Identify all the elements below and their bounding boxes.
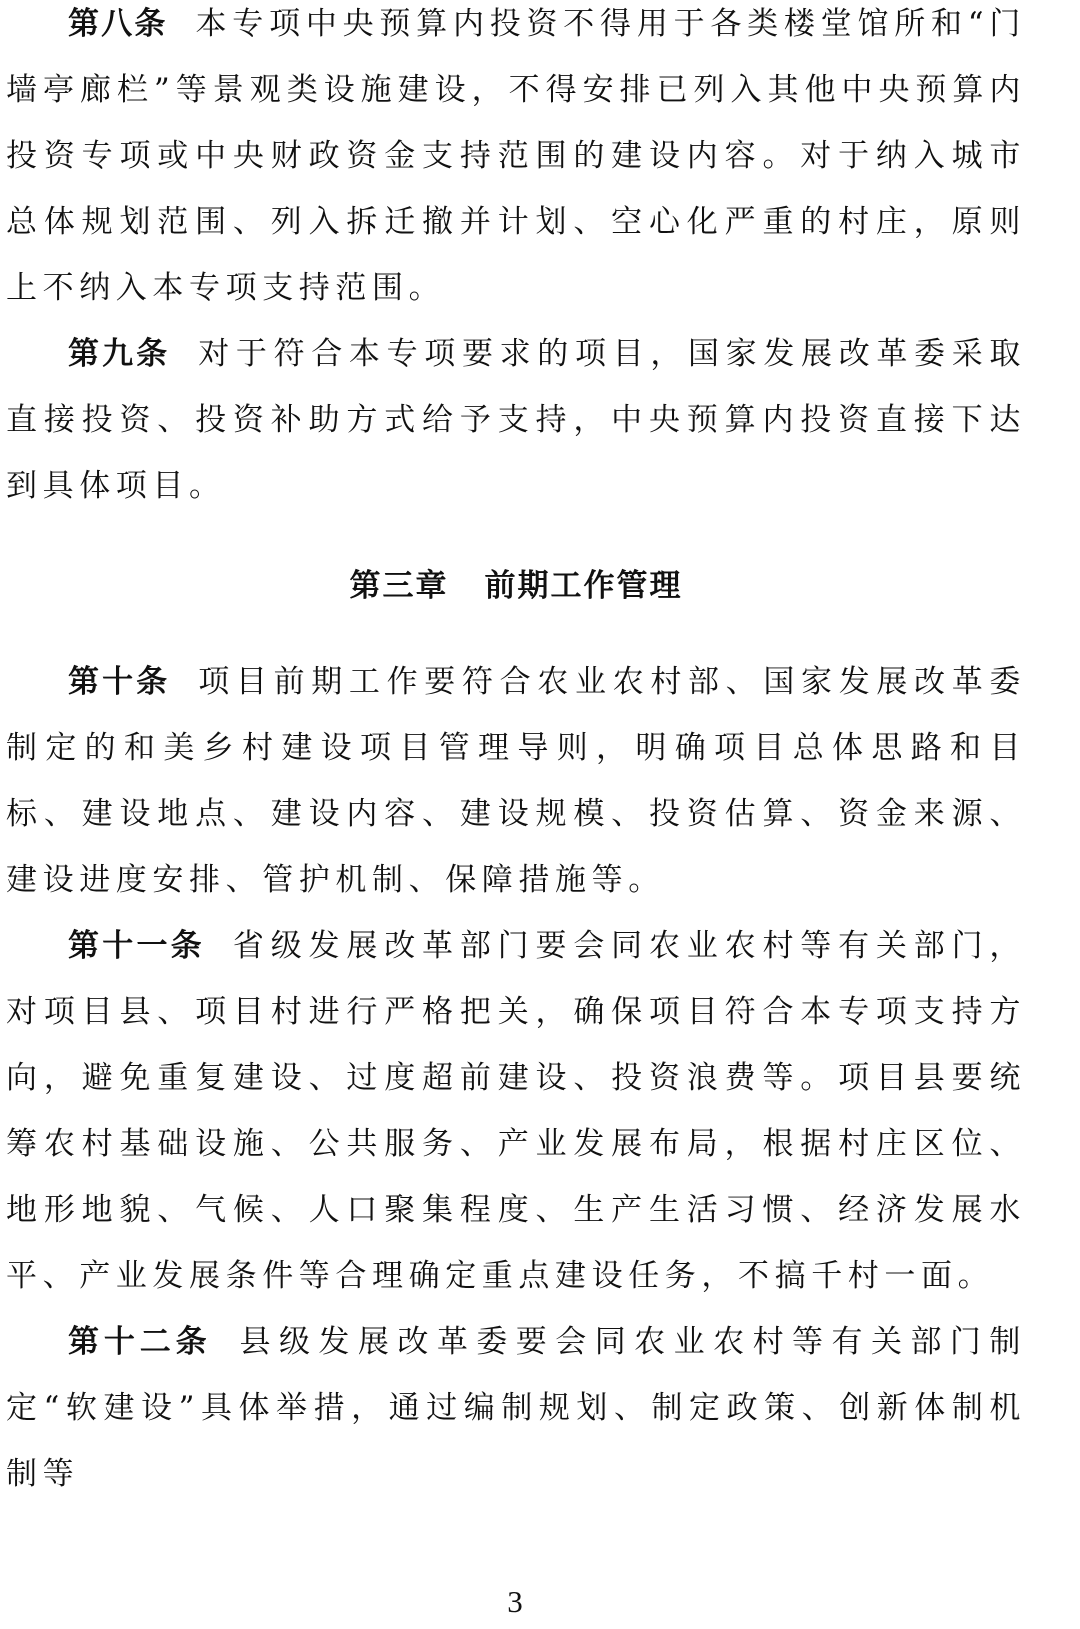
- article-11-label: 第十一条: [68, 928, 205, 964]
- article-10-label: 第十条: [68, 664, 171, 700]
- article-12-text: 县级发展改革委要会同农业农村等有关部门制定“软建设”具体举措，通过编制规划、制定政策、创新体制机制等: [6, 1324, 1027, 1492]
- article-12: [6, 1309, 1026, 1507]
- article-11: [6, 913, 1026, 1309]
- chapter-number: 第三章: [349, 568, 449, 604]
- article-10: [6, 649, 1026, 913]
- article-8-text: 本专项中央预算内投资不得用于各类楼堂馆所和“门墙亭廊栏”等景观类设施建设，不得安排已列入其他中央预算内投资专项或中央财政资金支持范围的建设内容。对于纳入城市总体规划范围、列入拆迁撤并计划、空心化严重的村庄，原则上不纳入本专项支持范围。: [6, 6, 1026, 306]
- page-number: 3: [507, 1584, 523, 1619]
- article-10-text: 项目前期工作要符合农业农村部、国家发展改革委制定的和美乡村建设项目管理导则，明确项目总体思路和目标、建设地点、建设内容、建设规模、投资估算、资金来源、建设进度安排、管护机制、保障措施等。: [6, 664, 1027, 898]
- article-9: [6, 321, 1026, 519]
- document-body: [6, 0, 1026, 1507]
- article-8-label: 第八条: [68, 6, 168, 42]
- article-8: [6, 0, 1026, 321]
- article-9-text: 对于符合本专项要求的项目，国家发展改革委采取直接投资、投资补助方式给予支持，中央预算内投资直接下达到具体项目。: [6, 336, 1027, 504]
- article-11-text: 省级发展改革部门要会同农业农村等有关部门，对项目县、项目村进行严格把关，确保项目符合本专项支持方向，避免重复建设、过度超前建设、投资浪费等。项目县要统筹农村基础设施、公共服务、产业发展布局，根据村庄区位、地形地貌、气候、人口聚集程度、生产生活习惯、经济发展水平、产业发展条件等合理确定重点建设任务，不搞千村一面。: [6, 928, 1026, 1294]
- chapter-title: 前期工作管理: [484, 568, 683, 604]
- article-9-label: 第九条: [68, 336, 171, 372]
- chapter-heading: [6, 553, 1026, 619]
- article-12-label: 第十二条: [68, 1324, 212, 1360]
